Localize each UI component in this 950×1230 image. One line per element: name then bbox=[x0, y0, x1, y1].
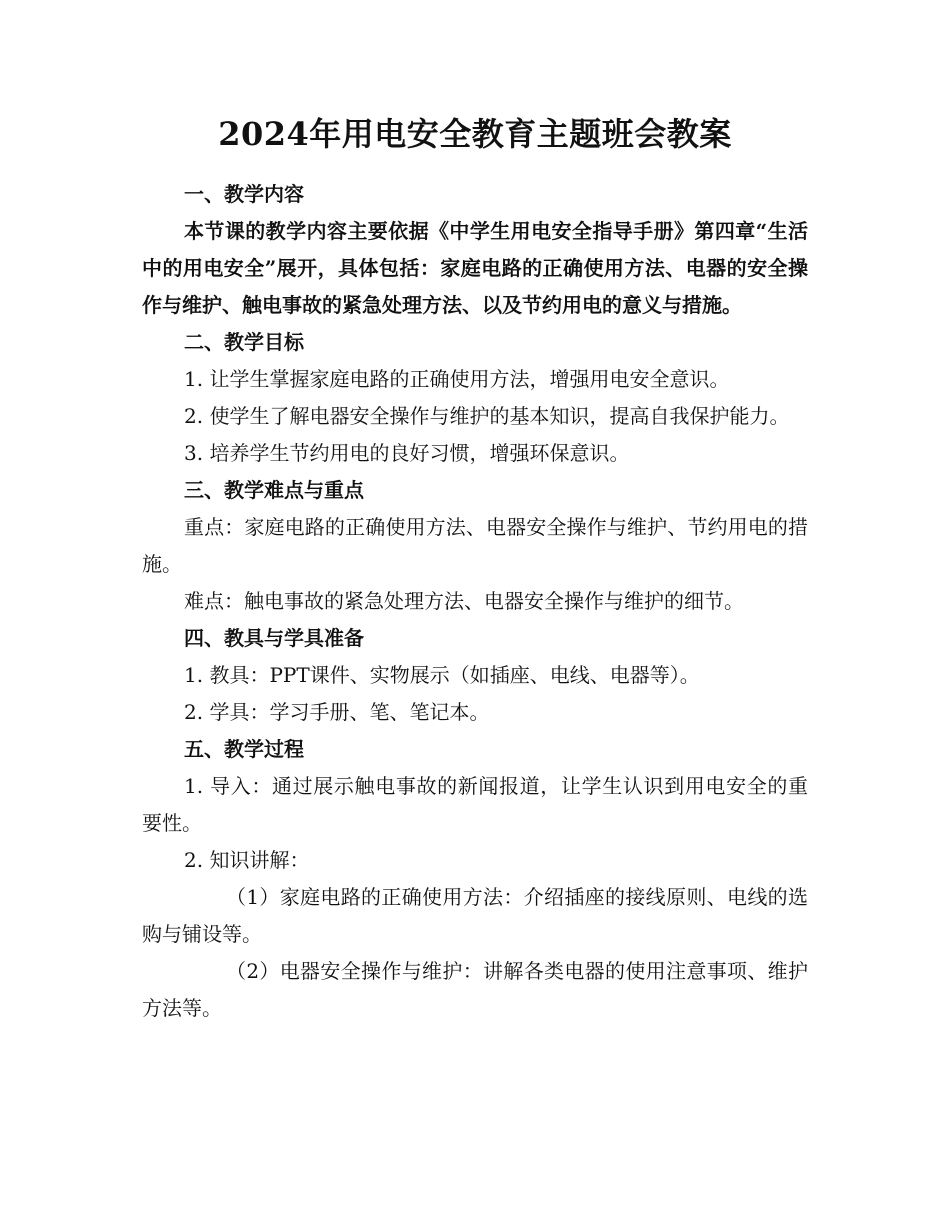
page-title: 2024年用电安全教育主题班会教案 bbox=[218, 115, 732, 153]
materials-item: 2. 学具：学习手册、笔、笔记本。 bbox=[184, 700, 490, 724]
section-content-body: 本节课的教学内容主要依据《中学生用电安全指导手册》第四章“生活中的用电安全”展开，具体包括：家庭电路的正确使用方法、电器的安全操作与维护、触电事故的紧急处理方法、以及节约用电的意义与措施。 bbox=[142, 219, 808, 317]
objective-item: 3. 培养学生节约用电的良好习惯，增强环保意识。 bbox=[184, 441, 630, 465]
section-heading-objectives: 二、教学目标 bbox=[184, 330, 304, 354]
materials-item: 1. 教具：PPT课件、实物展示（如插座、电线、电器等）。 bbox=[184, 663, 700, 687]
process-subitem: （2）电器安全操作与维护：讲解各类电器的使用注意事项、维护方法等。 bbox=[142, 959, 808, 1020]
section-heading-content: 一、教学内容 bbox=[184, 182, 304, 206]
difficulties-text: 难点：触电事故的紧急处理方法、电器安全操作与维护的细节。 bbox=[184, 589, 744, 613]
process-item: 2. 知识讲解： bbox=[184, 848, 310, 872]
process-item: 1. 导入：通过展示触电事故的新闻报道，让学生认识到用电安全的重要性。 bbox=[142, 774, 808, 835]
section-heading-key-points: 三、教学难点与重点 bbox=[184, 478, 364, 502]
process-subitem: （1）家庭电路的正确使用方法：介绍插座的接线原则、电线的选购与铺设等。 bbox=[142, 885, 808, 946]
section-heading-materials: 四、教具与学具准备 bbox=[184, 626, 364, 650]
key-points-text: 重点：家庭电路的正确使用方法、电器安全操作与维护、节约用电的措施。 bbox=[142, 515, 808, 576]
objective-item: 1. 让学生掌握家庭电路的正确使用方法，增强用电安全意识。 bbox=[184, 367, 730, 391]
objective-item: 2. 使学生了解电器安全操作与维护的基本知识，提高自我保护能力。 bbox=[184, 404, 790, 428]
section-heading-process: 五、教学过程 bbox=[184, 737, 304, 761]
